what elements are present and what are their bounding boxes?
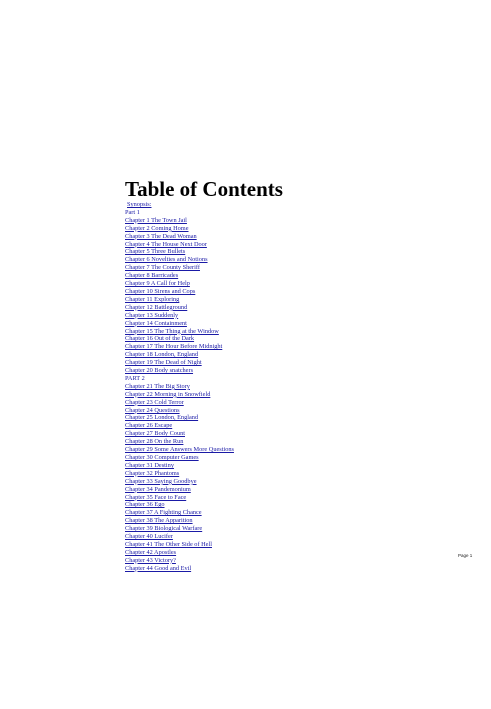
- toc-entry: [125, 501, 234, 509]
- toc-link-chapter[interactable]: Chapter 31 Destiny: [125, 461, 174, 469]
- toc-link-chapter[interactable]: Chapter 27 Body Count: [125, 430, 185, 438]
- toc-entry: [125, 248, 234, 256]
- toc-entry: [125, 446, 234, 454]
- toc-entry: [125, 217, 234, 225]
- toc-link-chapter[interactable]: Chapter 37 A Fighting Chance: [125, 509, 202, 517]
- toc-link-chapter[interactable]: Chapter 26 Escape: [125, 422, 173, 430]
- toc-entry: [125, 557, 234, 565]
- toc-link-chapter[interactable]: Chapter 25 London, England: [125, 414, 199, 422]
- toc-entry: [125, 335, 234, 343]
- toc-link-chapter[interactable]: Chapter 3 The Dead Woman: [125, 232, 197, 240]
- toc-link-chapter[interactable]: Chapter 4 The House Next Door: [125, 240, 207, 248]
- toc-link-chapter[interactable]: Chapter 23 Cold Terror: [125, 398, 184, 406]
- toc-link-chapter[interactable]: Chapter 34 Pandemonium: [125, 485, 191, 493]
- toc-entry: [125, 407, 234, 415]
- toc-entry: [125, 494, 234, 502]
- toc-entry: [125, 414, 234, 422]
- toc-link-chapter[interactable]: Chapter 15 The Thing at the Window: [125, 327, 219, 335]
- toc-link-chapter[interactable]: Chapter 6 Novelties and Notions: [125, 256, 208, 264]
- toc-entry: [125, 280, 234, 288]
- toc-entry: [125, 375, 234, 383]
- toc-entry: [125, 241, 234, 249]
- toc-entry: [125, 225, 234, 233]
- toc-entry: [125, 343, 234, 351]
- toc-entry: [125, 272, 234, 280]
- toc-entry: [125, 486, 234, 494]
- toc-link-chapter[interactable]: Chapter 17 The Hour Before Midnight: [125, 343, 223, 351]
- toc-link-chapter[interactable]: Chapter 2 Coming Home: [125, 224, 189, 232]
- toc-link-chapter[interactable]: Chapter 9 A Call for Help: [125, 280, 190, 288]
- toc-entry: [125, 533, 234, 541]
- toc-link-chapter[interactable]: Chapter 5 Three Bullets: [125, 248, 186, 256]
- toc-entry: [125, 438, 234, 446]
- toc-entry: [125, 256, 234, 264]
- toc-link-chapter[interactable]: Chapter 11 Exploring: [125, 295, 180, 303]
- toc-link-chapter[interactable]: Chapter 32 Phantoms: [125, 469, 180, 477]
- toc-entry: [125, 209, 234, 217]
- toc-link-chapter[interactable]: Chapter 21 The Big Story: [125, 382, 190, 390]
- toc-link-chapter[interactable]: Chapter 22 Morning in Snowfield: [125, 390, 211, 398]
- toc-link-chapter[interactable]: Chapter 20 Body snatchers: [125, 367, 194, 375]
- toc-link-chapter[interactable]: Chapter 10 Sirens and Cops: [125, 287, 196, 295]
- toc-link-chapter[interactable]: Chapter 16 Out of the Dark: [125, 335, 195, 343]
- toc-link-chapter[interactable]: Chapter 39 Biological Warfare: [125, 525, 203, 533]
- toc-entry: [125, 478, 234, 486]
- toc-entry: [125, 201, 234, 209]
- toc-entry: [125, 233, 234, 241]
- toc-link-chapter[interactable]: Chapter 24 Questions: [125, 406, 180, 414]
- toc-link-chapter[interactable]: Chapter 13 Suddenly: [125, 311, 179, 319]
- toc-link-chapter[interactable]: Chapter 35 Face to Face: [125, 493, 187, 501]
- toc-link-chapter[interactable]: Chapter 12 Battleground: [125, 303, 188, 311]
- toc-entry: [125, 517, 234, 525]
- toc-entry: [125, 565, 234, 573]
- toc-link-chapter[interactable]: Chapter 36 Ego: [125, 501, 165, 509]
- toc-entry: [125, 304, 234, 312]
- toc-link-chapter[interactable]: Chapter 42 Apostles: [125, 548, 177, 556]
- toc-link-chapter[interactable]: Chapter 38 The Apparition: [125, 517, 193, 525]
- toc-link-chapter[interactable]: Chapter 40 Lucifer: [125, 533, 173, 541]
- table-of-contents: [125, 201, 234, 573]
- toc-link-chapter[interactable]: Chapter 43 Victory?: [125, 556, 176, 564]
- toc-entry: [125, 509, 234, 517]
- toc-link-chapter[interactable]: Chapter 33 Saying Goodbye: [125, 477, 197, 485]
- toc-link-chapter[interactable]: Chapter 28 On the Run: [125, 438, 184, 446]
- toc-entry: [125, 288, 234, 296]
- toc-entry: [125, 470, 234, 478]
- toc-part-heading: Part 1: [125, 208, 140, 216]
- toc-link-chapter[interactable]: Chapter 1 The Town Jail: [125, 216, 187, 224]
- toc-entry: [125, 454, 234, 462]
- toc-link-chapter[interactable]: Chapter 7 The County Sheriff: [125, 264, 200, 272]
- toc-entry: [125, 320, 234, 328]
- toc-link-chapter[interactable]: Chapter 44 Good and Evil: [125, 564, 192, 572]
- toc-link-chapter[interactable]: Chapter 8 Barricades: [125, 272, 179, 280]
- toc-link-chapter[interactable]: Chapter 30 Computer Games: [125, 454, 199, 461]
- toc-entry: [125, 525, 234, 533]
- toc-link-chapter[interactable]: Chapter 18 London, England: [125, 351, 199, 359]
- toc-entry: [125, 391, 234, 399]
- toc-link-chapter[interactable]: Chapter 19 The Dead of Night: [125, 359, 202, 367]
- toc-entry: [125, 328, 234, 336]
- toc-entry: [125, 264, 234, 272]
- page-title: Table of Contents: [125, 177, 283, 201]
- toc-entry: [125, 462, 234, 470]
- toc-part-heading: PART 2: [125, 374, 145, 382]
- toc-link-chapter[interactable]: Chapter 29 Some Answers More Questions: [125, 446, 234, 454]
- toc-entry: [125, 549, 234, 557]
- toc-entry: [125, 296, 234, 304]
- toc-entry: [125, 359, 234, 367]
- toc-link-chapter[interactable]: Chapter 41 The Other Side of Hell: [125, 540, 212, 548]
- toc-entry: [125, 430, 234, 438]
- toc-entry: [125, 541, 234, 549]
- toc-link-synopsis[interactable]: Synopsis:: [127, 201, 152, 208]
- page-number: Page 1: [458, 553, 473, 558]
- toc-entry: [125, 399, 234, 407]
- toc-entry: [125, 351, 234, 359]
- toc-entry: [125, 383, 234, 391]
- toc-entry: [125, 422, 234, 430]
- toc-entry: [125, 367, 234, 375]
- toc-link-chapter[interactable]: Chapter 14 Containment: [125, 319, 187, 327]
- toc-entry: [125, 312, 234, 320]
